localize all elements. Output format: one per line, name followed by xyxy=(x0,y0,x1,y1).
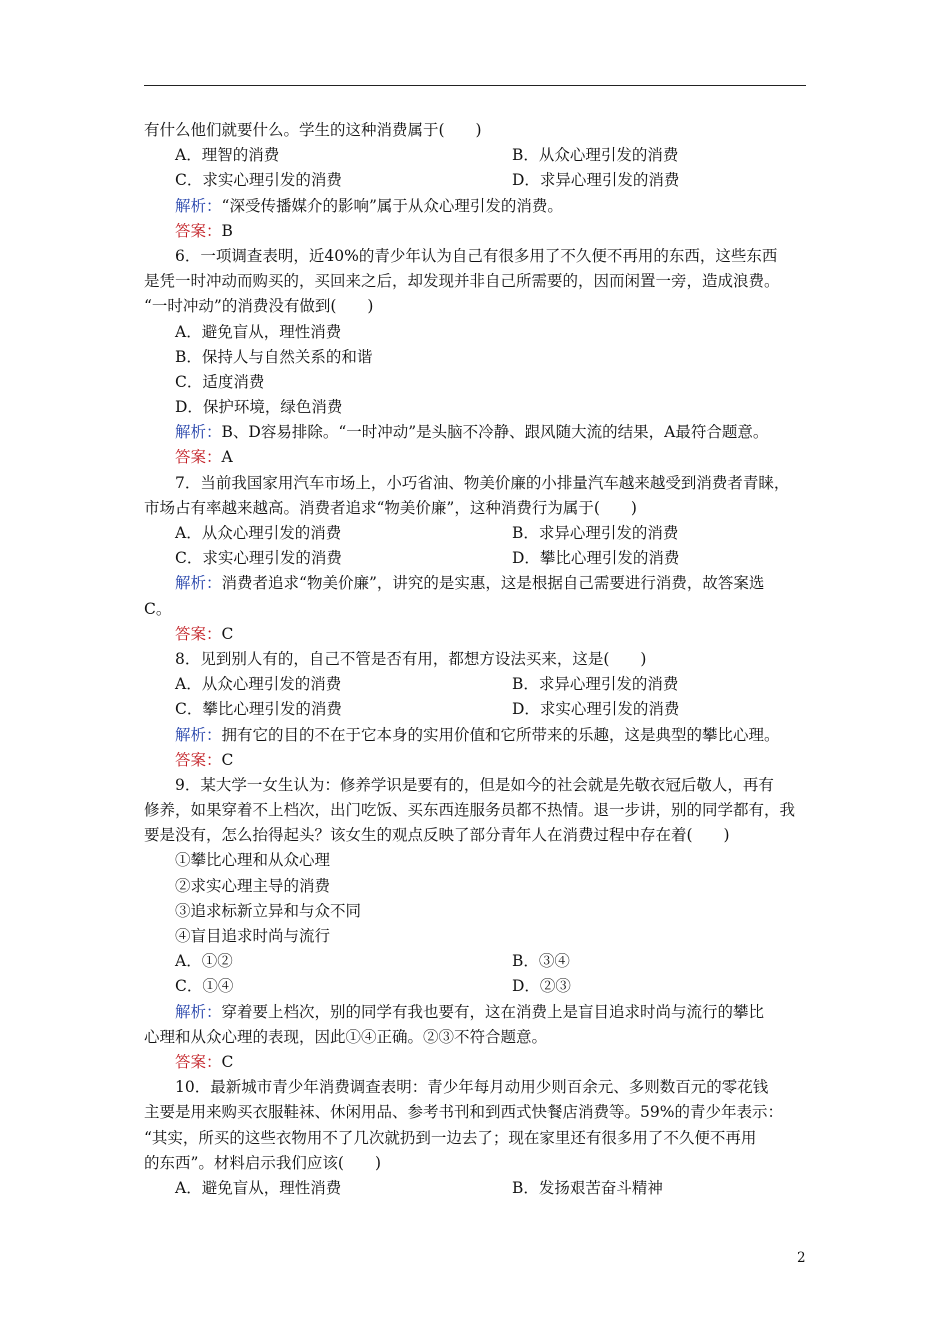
q9-options-row-1 xyxy=(144,949,808,974)
q8-options-row-2 xyxy=(144,697,808,722)
q9-item-3: ③追求标新立异和与众不同 xyxy=(175,901,362,920)
q6-answer-label: 答案： xyxy=(175,448,222,467)
q9-item-1: ①攀比心理和从众心理 xyxy=(175,851,331,870)
q9-analysis-cont: 心理和从众心理的表现，因此①④正确。②③不符合题意。 xyxy=(144,1027,548,1046)
q5-stem-tail: 有什么他们就要什么。学生的这种消费属于( ) xyxy=(144,121,482,139)
q7-option-b: B．求异心理引发的消费 xyxy=(512,524,679,542)
q6-answer xyxy=(144,445,808,470)
q7-analysis-cont: C。 xyxy=(144,599,172,618)
q9-item-2: ②求实心理主导的消费 xyxy=(175,876,331,895)
q8-answer xyxy=(144,748,808,773)
q10-stem-line-1: 10．最新城市青少年消费调查表明：青少年每月动用少则百余元、多则数百元的零花钱 xyxy=(175,1078,769,1097)
q5-analysis-text: “深受传播媒介的影响”属于从众心理引发的消费。 xyxy=(221,196,563,215)
q7-option-c: C．求实心理引发的消费 xyxy=(175,549,342,568)
q9-item-4: ④盲目追求时尚与流行 xyxy=(175,927,331,945)
q10-stem-line-4: 的东西”。材料启示我们应该( ) xyxy=(144,1153,382,1172)
q7-stem-line-2: 市场占有率越来越高。消费者追求“物美价廉”，这种消费行为属于( ) xyxy=(144,498,637,517)
q9-answer xyxy=(144,1050,808,1075)
q9-stem-line-3: 要是没有，怎么抬得起头？该女生的观点反映了部分青年人在消费过程中存在着( ) xyxy=(144,826,730,845)
q7-analysis-label: 解析： xyxy=(175,574,222,593)
q7-analysis xyxy=(144,571,808,596)
q10-options-row-1 xyxy=(144,1176,808,1201)
q6-analysis-label: 解析： xyxy=(175,423,222,442)
q6-stem-line-2: 是凭一时冲动而购买的，买回来之后，却发现并非自己所需要的，因而闲置一旁，造成浪费。 xyxy=(144,272,780,291)
page-number: 2 xyxy=(797,1250,806,1266)
q8-option-d: D．求实心理引发的消费 xyxy=(512,700,680,719)
q5-answer-value: B xyxy=(221,221,233,240)
q6-analysis xyxy=(144,420,808,445)
q7-answer-value: C xyxy=(221,624,234,643)
q9-analysis-label: 解析： xyxy=(175,1002,222,1021)
q7-options-row-1 xyxy=(144,521,808,546)
q6-answer-value: A xyxy=(221,448,233,467)
q9-option-b: B．③④ xyxy=(512,952,570,971)
q7-options-row-2 xyxy=(144,546,808,571)
page-content xyxy=(144,118,808,1201)
q8-option-a: A．从众心理引发的消费 xyxy=(175,675,342,694)
q7-answer-label: 答案： xyxy=(175,624,222,643)
q9-stem-line-2: 修养，如果穿着不上档次，出门吃饭、买东西连服务员都不热情。退一步讲，别的同学都有，我 xyxy=(144,801,796,820)
q5-analysis-label: 解析： xyxy=(175,196,222,215)
q9-analysis-text: 穿着要上档次，别的同学有我也要有，这在消费上是盲目追求时尚与流行的攀比 xyxy=(221,1002,765,1021)
q7-option-d: D．攀比心理引发的消费 xyxy=(512,549,680,568)
q9-option-a: A．①② xyxy=(175,952,233,971)
q6-option-d: D．保护环境，绿色消费 xyxy=(175,398,343,417)
q8-option-c: C．攀比心理引发的消费 xyxy=(175,700,342,719)
q5-option-b: B．从众心理引发的消费 xyxy=(512,146,679,165)
q10-stem-line-3: “其实，所买的这些衣物用不了几次就扔到一边去了；现在家里还有很多用了不久便不再用 xyxy=(144,1128,757,1147)
q5-options-row-1 xyxy=(144,143,808,168)
q7-analysis-text: 消费者追求“物美价廉”，讲究的是实惠，这是根据自己需要进行消费，故答案选 xyxy=(221,574,765,593)
q8-analysis-text: 拥有它的目的不在于它本身的实用价值和它所带来的乐趣，这是典型的攀比心理。 xyxy=(221,725,780,744)
q5-option-d: D．求异心理引发的消费 xyxy=(512,171,680,190)
q8-option-b: B．求异心理引发的消费 xyxy=(512,675,679,694)
q9-answer-label: 答案： xyxy=(175,1052,222,1071)
q6-stem-line-3: “一时冲动”的消费没有做到( ) xyxy=(144,297,374,316)
q10-stem-line-2: 主要是用来购买衣服鞋袜、休闲用品、参考书刊和到西式快餐店消费等。59%的青少年表示： xyxy=(144,1103,783,1122)
q5-options-row-2 xyxy=(144,168,808,193)
q9-option-d: D．②③ xyxy=(512,977,571,996)
q6-analysis-text: B、D容易排除。“一时冲动”是头脑不冷静、跟风随大流的结果，A最符合题意。 xyxy=(221,423,769,442)
q6-option-b: B．保持人与自然关系的和谐 xyxy=(175,347,373,366)
q9-analysis xyxy=(144,1000,808,1025)
q5-answer-label: 答案： xyxy=(175,221,222,240)
q9-answer-value: C xyxy=(221,1052,234,1071)
q8-analysis xyxy=(144,723,808,748)
q9-stem-line-1: 9．某大学一女生认为：修养学识是要有的，但是如今的社会就是先敬衣冠后敬人，再有 xyxy=(175,775,774,794)
q5-option-a: A．理智的消费 xyxy=(175,146,280,165)
q7-stem-line-1: 7．当前我国家用汽车市场上，小巧省油、物美价廉的小排量汽车越来越受到消费者青睐， xyxy=(175,473,790,492)
header-rule xyxy=(144,85,806,86)
q6-option-c: C．适度消费 xyxy=(175,372,265,391)
q5-analysis xyxy=(144,194,808,219)
q9-options-row-2 xyxy=(144,974,808,999)
q8-answer-value: C xyxy=(221,750,234,769)
q6-stem-line-1: 6．一项调查表明，近40%的青少年认为自己有很多用了不久便不再用的东西，这些东西 xyxy=(175,246,778,265)
q5-option-c: C．求实心理引发的消费 xyxy=(175,171,342,190)
q7-answer xyxy=(144,622,808,647)
q7-option-a: A．从众心理引发的消费 xyxy=(175,524,342,542)
q8-analysis-label: 解析： xyxy=(175,725,222,744)
q9-option-c: C．①④ xyxy=(175,977,234,996)
q8-answer-label: 答案： xyxy=(175,750,222,769)
q6-option-a: A．避免盲从，理性消费 xyxy=(175,322,342,341)
q8-stem: 8．见到别人有的，自己不管是否有用，都想方设法买来，这是( ) xyxy=(175,649,647,668)
q8-options-row-1 xyxy=(144,672,808,697)
q5-answer xyxy=(144,219,808,244)
q10-option-b: B．发扬艰苦奋斗精神 xyxy=(512,1178,663,1197)
q10-option-a: A．避免盲从，理性消费 xyxy=(175,1178,342,1197)
